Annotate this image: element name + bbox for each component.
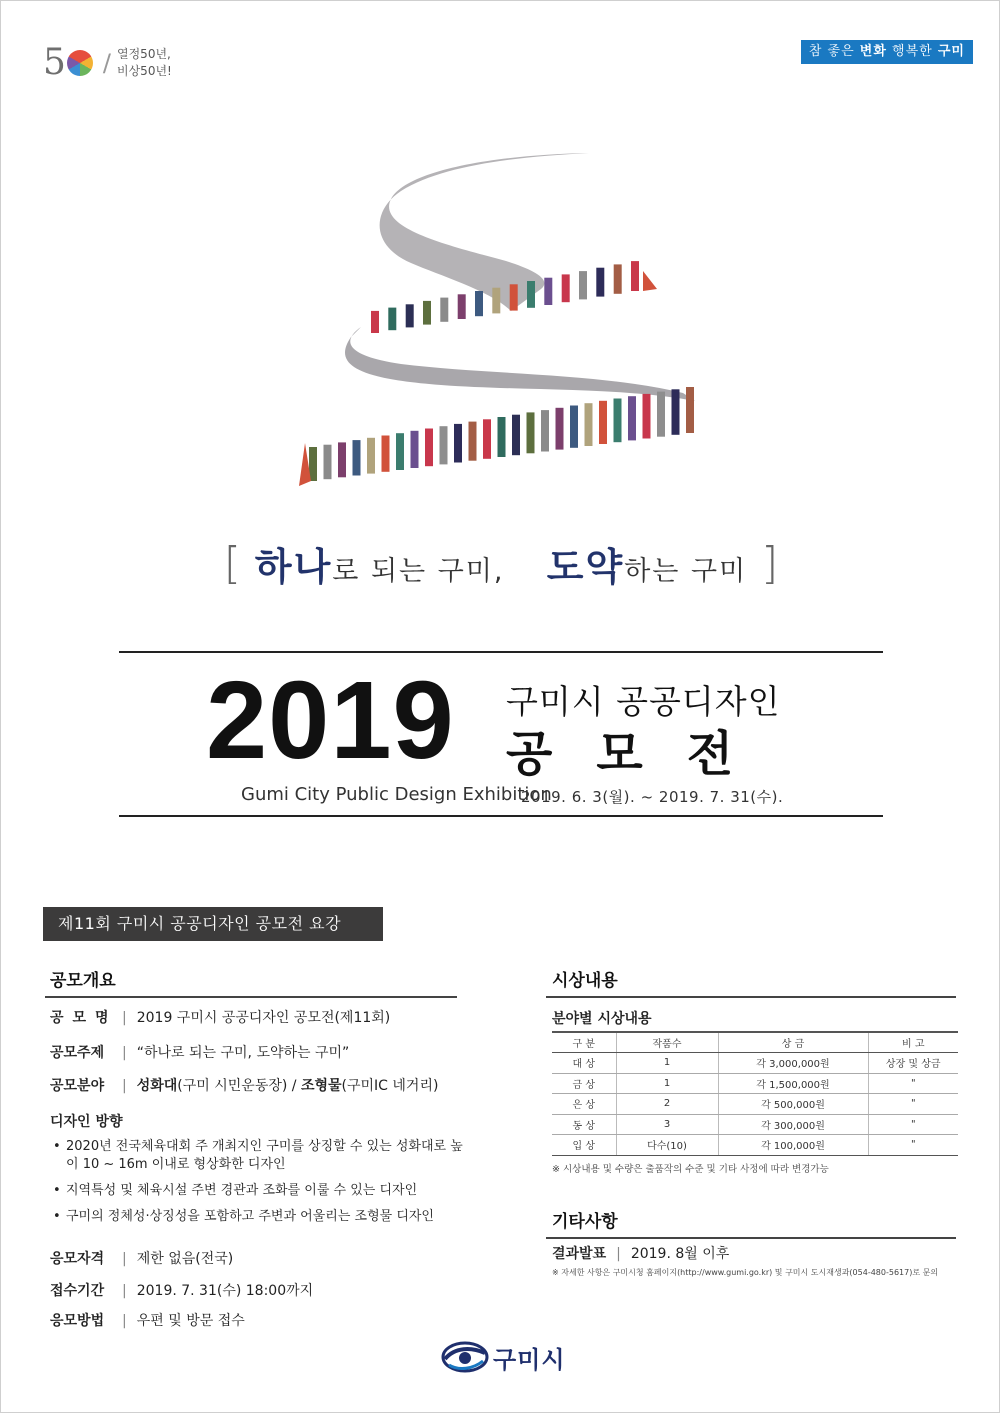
table-cell: 3 — [616, 1114, 718, 1135]
ribbon-stripe — [406, 304, 414, 327]
ribbon-stripe — [483, 419, 491, 459]
logo-number: 5 — [43, 42, 66, 83]
ribbon-stripe — [544, 278, 552, 305]
row-label: 결과발표 — [552, 1246, 607, 1262]
row-value: 2019 구미시 공공디자인 공모전(제11회) — [136, 1010, 391, 1026]
table-cell: 동 상 — [552, 1114, 616, 1135]
table-cell: 은 상 — [552, 1094, 616, 1115]
title-top-rule — [119, 651, 883, 653]
field-sculpture: 조형물 — [300, 1078, 342, 1094]
title-sub: 구미시 공공디자인 — [506, 682, 781, 721]
row-label: 공모주제 — [50, 1045, 105, 1061]
slogan-text-1: 로 되는 구미, — [332, 556, 505, 587]
row-label: 접수기간 — [50, 1283, 105, 1299]
title-year: 2019 — [206, 659, 455, 782]
ribbon-end — [643, 271, 657, 291]
ribbon-stripe — [371, 311, 379, 333]
table-cell: 1 — [616, 1053, 718, 1074]
ribbon-stripe — [492, 288, 500, 314]
ribbon-stripe — [686, 387, 694, 433]
overview-row-theme — [50, 1042, 349, 1062]
row-value: 제한 없음(전국) — [136, 1251, 234, 1267]
table-row — [552, 1114, 958, 1135]
table-cell: 각 100,000원 — [718, 1135, 868, 1156]
direction-heading: 디자인 방향 — [50, 1114, 123, 1130]
table-row — [552, 1053, 958, 1074]
ribbon-stripe — [643, 394, 651, 439]
ribbon-stripe — [469, 422, 477, 461]
gumi-city-name: 구미시 — [493, 1345, 566, 1374]
row-value: “하나로 되는 구미, 도약하는 구미” — [136, 1045, 350, 1061]
column-header: 상 금 — [718, 1032, 868, 1053]
row-separator: | — [122, 1010, 127, 1026]
ribbon-stripe — [527, 281, 535, 308]
list-item: • 지역특성 및 체육시설 주변 경관과 조화를 이룰 수 있는 디자인 — [53, 1182, 473, 1200]
column-header: 작품수 — [616, 1032, 718, 1053]
table-cell: 대 상 — [552, 1053, 616, 1074]
overview-row-method — [50, 1310, 245, 1330]
ribbon-stripe — [628, 396, 636, 440]
row-value: 2019. 8월 이후 — [630, 1246, 730, 1262]
slogan-text-2: 하는 구미 — [624, 556, 748, 587]
main-slogan — [1, 536, 1000, 591]
table-cell: " — [868, 1114, 958, 1135]
ribbon-graphic — [291, 151, 711, 496]
ribbon-stripe — [353, 440, 361, 475]
gumi-city-logo — [441, 1337, 566, 1377]
ribbon-stripe — [338, 442, 346, 477]
row-value: 우편 및 방문 접수 — [136, 1313, 245, 1329]
ribbon-stripe — [367, 438, 375, 474]
ribbon-stripe — [396, 433, 404, 470]
ribbon-stripe — [475, 291, 483, 316]
overview-row-name — [50, 1007, 390, 1027]
ribbon-stripe — [596, 268, 604, 297]
row-separator: | — [122, 1251, 127, 1267]
prize-heading: 시상내용 — [546, 966, 956, 998]
column-header: 구 분 — [552, 1032, 616, 1053]
slogan-close-bracket: ] — [761, 538, 779, 589]
ribbon-stripe — [425, 429, 433, 467]
logo-slogan-line-1: 열정50년, — [117, 47, 171, 61]
row-label: 공모명 — [50, 1010, 118, 1026]
anniversary-logo — [43, 43, 172, 83]
table-cell: 다수(10) — [616, 1135, 718, 1156]
ribbon-stripe — [541, 410, 549, 451]
row-value: 2019. 7. 31(수) 18:00까지 — [136, 1283, 314, 1299]
table-row — [552, 1094, 958, 1115]
ribbon-stripe — [388, 308, 396, 331]
ribbon-stripe — [556, 408, 564, 450]
ribbon-stripe — [411, 431, 419, 468]
list-item: • 2020년 전국체육대회 주 개최지인 구미를 상징할 수 있는 성화대로 높이 10 ~ 16m 이내로 형상화한 디자인 — [53, 1138, 473, 1174]
table-header-row — [552, 1032, 958, 1053]
ribbon-stripe — [527, 412, 535, 453]
exhibition-dates: 2019. 6. 3(월). ~ 2019. 7. 31(수). — [521, 788, 784, 806]
logo-divider: / — [102, 49, 111, 77]
row-separator: | — [122, 1078, 127, 1094]
tag-bold-2: 구미 — [937, 44, 965, 59]
row-separator: | — [122, 1313, 127, 1329]
logo-ring-icon — [67, 50, 93, 76]
table-cell: 각 500,000원 — [718, 1094, 868, 1115]
row-separator: | — [122, 1045, 127, 1061]
guidelines-band: 제11회 구미시 공공디자인 공모전 요강 — [43, 907, 383, 941]
slogan-emphasis-2: 도약 — [546, 545, 625, 589]
etc-heading: 기타사항 — [546, 1207, 956, 1239]
slogan-open-bracket: [ — [223, 538, 241, 589]
gumi-emblem-icon — [441, 1339, 489, 1375]
table-row — [552, 1073, 958, 1094]
ribbon-stripe — [585, 403, 593, 446]
row-separator: | — [122, 1283, 127, 1299]
column-header: 비 고 — [868, 1032, 958, 1053]
ribbon-stripe — [440, 298, 448, 322]
ribbon-stripe — [498, 417, 506, 457]
ribbon-stripe — [382, 436, 390, 472]
overview-heading: 공모개요 — [45, 966, 457, 998]
field-sculpture-location: (구미IC 네거리) — [341, 1078, 439, 1094]
direction-list — [53, 1138, 473, 1234]
ribbon-stripe — [458, 294, 466, 319]
ribbon-stripe — [599, 401, 607, 444]
row-label: 응모자격 — [50, 1251, 105, 1267]
prize-table — [552, 1031, 958, 1156]
table-cell: 1 — [616, 1073, 718, 1094]
field-torch: 성화대 — [136, 1078, 178, 1094]
ribbon-stripe — [579, 271, 587, 299]
row-label: 응모방법 — [50, 1313, 105, 1329]
tag-text-2: 행복한 — [886, 44, 938, 59]
ribbon-stripe — [510, 284, 518, 310]
row-separator: | — [616, 1246, 621, 1262]
ribbon-stripe — [324, 445, 332, 480]
ribbon-stripe — [657, 392, 665, 437]
city-slogan-tag — [801, 40, 973, 64]
ribbon-stripe — [672, 389, 680, 435]
ribbon-stripe — [309, 447, 317, 481]
table-cell: 금 상 — [552, 1073, 616, 1094]
table-cell: 입 상 — [552, 1135, 616, 1156]
overview-row-eligibility — [50, 1248, 233, 1268]
ribbon-stripe — [614, 264, 622, 293]
ribbon-stripe — [614, 399, 622, 443]
ribbon-stripe — [440, 426, 448, 464]
result-announcement — [552, 1243, 729, 1263]
table-cell: 각 1,500,000원 — [718, 1073, 868, 1094]
overview-row-field — [50, 1075, 438, 1095]
list-item: • 구미의 정체성·상징성을 포함하고 주변과 어울리는 조형물 디자인 — [53, 1208, 473, 1226]
ribbon-top-gray — [380, 153, 589, 311]
overview-row-period — [50, 1280, 313, 1300]
title-main: 공모전 — [506, 726, 778, 782]
table-cell: 2 — [616, 1094, 718, 1115]
logo-slogan — [117, 46, 172, 80]
title-bottom-rule — [119, 815, 883, 817]
prize-subheading: 분야별 시상내용 — [552, 1011, 652, 1027]
table-row — [552, 1135, 958, 1156]
table-cell: " — [868, 1135, 958, 1156]
ribbon-stripe — [631, 261, 639, 291]
ribbon-middle-gray — [345, 327, 695, 401]
slogan-emphasis-1: 하나 — [254, 545, 333, 589]
tag-text-1: 참 좋은 — [808, 44, 860, 59]
tag-bold-1: 변화 — [859, 44, 887, 59]
table-cell: 각 3,000,000원 — [718, 1053, 868, 1074]
table-cell: 각 300,000원 — [718, 1114, 868, 1135]
ribbon-stripe — [570, 406, 578, 448]
contact-note: ※ 자세한 사항은 구미시청 홈페이지(http://www.gumi.go.kr) 및 구미시 도시재생과(054-480-5617)로 문의 — [552, 1268, 939, 1277]
prize-note: ※ 시상내용 및 수량은 출품작의 수준 및 기타 사정에 따라 변경가능 — [552, 1164, 829, 1175]
slogan-text — [255, 536, 747, 591]
ribbon-stripe — [423, 301, 431, 325]
ribbon-stripe — [512, 415, 520, 456]
table-cell: " — [868, 1073, 958, 1094]
logo-slogan-line-2: 비상50년! — [117, 64, 172, 78]
row-value — [137, 1075, 439, 1095]
ribbon-stripe — [454, 424, 462, 463]
title-english: Gumi City Public Design Exhibition — [241, 784, 552, 805]
row-label: 공모분야 — [50, 1078, 105, 1094]
ribbon-stripe — [562, 274, 570, 302]
table-cell: " — [868, 1094, 958, 1115]
field-torch-location: (구미 시민운동장) / — [177, 1078, 301, 1094]
ribbon-stripes-lower — [299, 387, 694, 486]
table-cell: 상장 및 상금 — [868, 1053, 958, 1074]
